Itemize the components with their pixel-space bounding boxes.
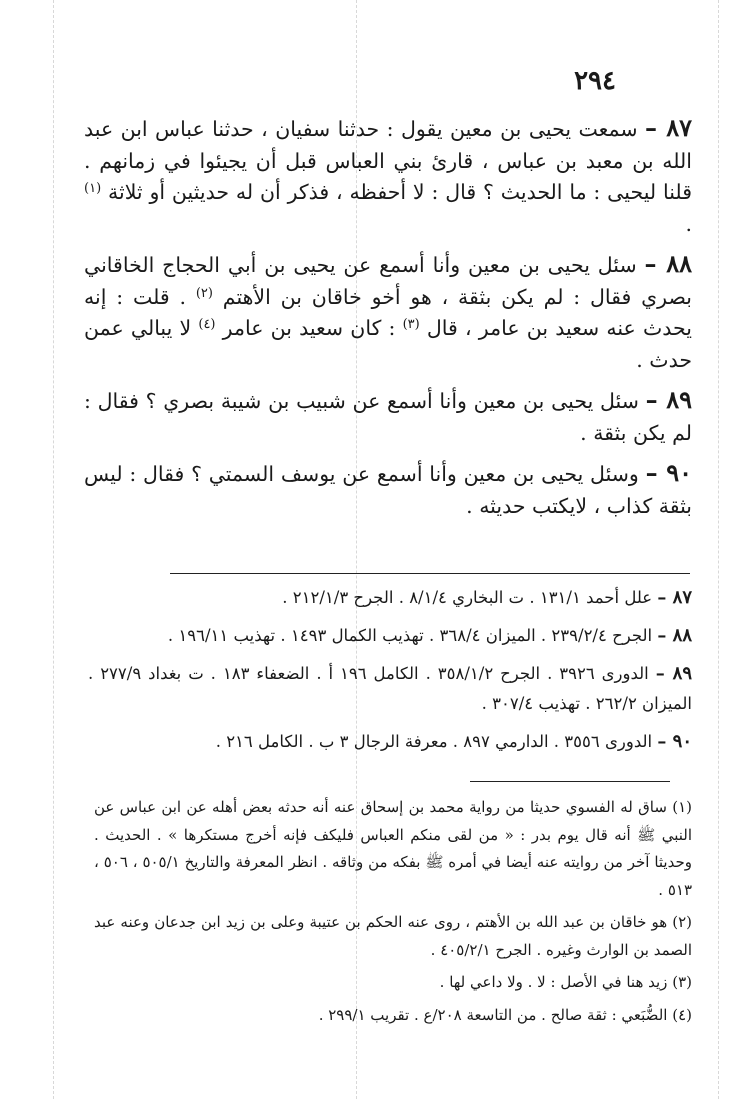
footnote-3 [94,969,692,997]
footnote-number: (١) [672,798,692,816]
entry-punctuation: . [685,211,692,236]
entry-90 [84,457,692,522]
entry-text: وسئل يحيى بن معين وأنا أسمع عن يوسف السمتي ؟ فقال : ليس بثقة كذاب ، لايكتب حديثه . [84,462,692,518]
entry-text: سمعت يحيى بن معين يقول : حدثنا سفيان ، حدثنا عباس ابن عبد الله بن معبد بن عباس ، قارئ بني العباس قبل أن يجيئوا في زمانهم . قلنا ليحيى : ما الحديث ؟ قال : لا أحفظه ، فذكر أن له حديثين أو ثلاثة [84,117,692,204]
reference-89 [88,659,692,719]
footnote-number: (٣) [672,973,692,991]
entry-87 [84,112,692,240]
entry-text: سئل يحيى بن معين وأنا أسمع عن شبيب بن شيبة بصري ؟ فقال : لم يكن بثقة . [84,389,692,445]
entry-text: لا يبالي عمن حدث . [84,316,692,372]
references-divider [170,573,690,574]
reference-text: الدورى ٣٩٢٦ . الجرح ٣٥٨/١/٢ . الكامل ١٩٦ أ . الضعفاء ١٨٣ . ت بغداد ٢٧٧/٩ . الميزان ٢٦٢/٢ . تهذيب ٣٠٧/٤ . [88,664,692,713]
reference-87 [88,583,692,613]
reference-90 [88,727,692,757]
entry-number: ٨٨ – [644,249,692,278]
footnote-4 [94,1002,692,1030]
entry-number: ٩٠ – [645,458,692,487]
entry-text: . قلت : إنه يحدث عنه سعيد بن عامر ، قال [84,284,692,340]
reference-text: الدورى ٣٥٥٦ . الدارمي ٨٩٧ . معرفة الرجال ٣ ب . الكامل ٢١٦ . [215,732,653,751]
footnote-text: الضُّبَعي : ثقة صالح . من التاسعة ٢٠٨/ع . تقريب ٢٩٩/١ . [318,1005,668,1024]
footnote-marker: (٣) [402,317,420,332]
scan-guide-line [718,0,719,1099]
reference-number: ٨٩ – [655,663,692,684]
reference-text: علل أحمد ١٣١/١ . ت البخاري ٨/١/٤ . الجرح ٢١٢/١/٣ . [282,588,653,607]
footnote-text: زيد هنا في الأصل : لا . ولا داعي لها . [439,973,668,991]
footnote-text: ساق له الفسوي حديثا من رواية محمد بن إسحاق عنه أنه حدثه بعض أهله عن ابن عباس عن النبي ﷺ أنه قال يوم بدر : « من لقى منكم العباس فليكف فإنه أخرج مستكرها » . الحديث . وحديثا آخر من روايته عنه أيضا في أمره ﷺ بفكه من وثاقه . انظر المعرفة والتاريخ ٥٠٥/١ ، ٥٠٦ ، ٥١٣ . [94,798,692,899]
footnote-marker: (٤) [198,317,216,332]
footnote-marker: (١) [84,181,102,196]
footnote-marker: (٢) [195,285,213,301]
scan-guide-line [53,0,54,1099]
references-section [88,583,692,765]
reference-number: ٩٠ – [657,731,692,752]
reference-number: ٨٧ – [657,587,692,608]
entry-text: سئل يحيى بن معين وأنا أسمع عن يحيى بن أبي الحجاج الخاقاني بصري فقال : لم يكن بثقة ، هو أخو خاقان بن الأهتم [84,253,692,309]
entry-89 [84,384,692,449]
footnote-1 [94,794,692,904]
footnotes-section [94,794,692,1034]
page-number: ٢٩٤ [574,66,616,96]
entry-number: ٨٩ – [645,385,692,414]
footnote-number: (٤) [672,1005,692,1024]
footnotes-divider [470,781,670,782]
reference-text: الجرح ٢٣٩/٢/٤ . الميزان ٣٦٨/٤ . تهذيب الكمال ١٤٩٣ . تهذيب ١٩٦/١١ . [167,626,653,645]
reference-number: ٨٨ – [657,625,692,646]
entry-text: : كان سعيد بن عامر [222,316,396,340]
entry-88 [84,248,692,376]
footnote-2 [94,909,692,964]
footnote-number: (٢) [672,913,692,931]
main-text [84,112,692,530]
footnote-text: هو خاقان بن عبد الله بن الأهتم ، روى عنه الحكم بن عتيبة وعلى بن زيد ابن جدعان وعنه عبد الصمد بن الوارث وغيره . الجرح ٤٠٥/٢/١ . [94,913,692,959]
entry-number: ٨٧ – [644,113,693,142]
reference-88 [88,621,692,651]
